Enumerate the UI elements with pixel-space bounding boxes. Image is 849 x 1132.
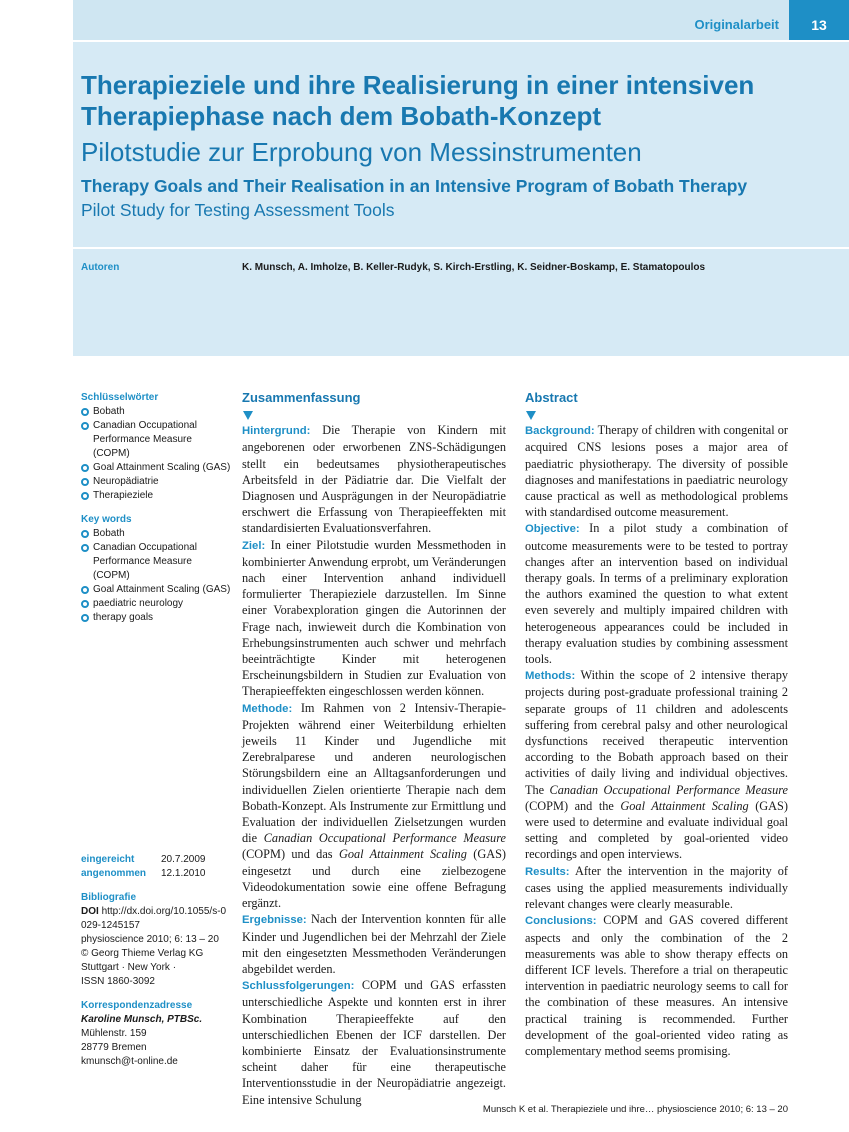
de-results: Ergebnisse: Nach der Intervention konnten für alle Kinder und Jugendlichen bei der Mehrzahl der Ziele mit den eingesetzten Messmethoden Veränderungen abgebildet werden. (242, 912, 506, 976)
authors-label: Autoren (81, 262, 120, 273)
correspondence-street: Mühlenstr. 159 (81, 1028, 147, 1039)
correspondence-city: 28779 Bremen (81, 1042, 147, 1053)
author-names: K. Munsch, A. Imholze, B. Keller-Rudyk, S. Kirch-Erstling, K. Seidner-Boskamp, E. Stamatopoulos (242, 262, 706, 273)
en-methods: Methods: Within the scope of 2 intensive therapy projects during post-graduate professional training 2 separate groups of 11 children and adolescents suffering from cerebral palsy and other neurological dysfunctions received therapeutic intervention according to the Bobath approach based on their activities of daily living and individual objectives. The Canadian Occupational Performance Measure (COPM) and the Goal Attainment Scaling (GAS) were used to determine and evaluate individual goal setting and completed by goal-oriented video recordings and open interviews. (525, 668, 789, 862)
keyword-item: therapy goals (81, 611, 231, 625)
keywords-en-heading: Key words (81, 514, 132, 525)
publisher-city: Stuttgart · New York · (81, 962, 177, 973)
journal-header-bar (73, 0, 849, 40)
bullet-icon (81, 586, 89, 594)
abstract-de (242, 390, 506, 1108)
abstract-de-heading: Zusammenfassung (242, 390, 361, 405)
de-methods: Methode: Im Rahmen von 2 Intensiv-Therapie-Projekten während einer Weiterbildung erhielten jeweils 11 Kinder und Jugendliche mit Zerebralparese und anderen neurologischen Störungsbildern eine an Alltagsanforderungen und individuellen Zielen orientierte Therapie nach dem Bobath-Konzept. Als Instrumente zur Ermittlung und Evaluation der individuellen Zielsetzungen wurden die Canadian Occupational Performance Measure (COPM) und das Goal Attainment Scaling (GAS) eingesetzt und durch eine zielbezogene Videodokumentation sowie eine offene Befragung ergänzt. (242, 700, 507, 911)
publication-info (81, 853, 227, 1069)
bullet-icon (81, 492, 89, 500)
correspondence-email[interactable]: kmunsch@t-online.de (81, 1056, 178, 1067)
keyword-item: paediatric neurology (81, 597, 231, 611)
keyword-item: Therapieziele (81, 489, 231, 503)
author-block (73, 249, 849, 356)
keyword-item: Goal Attainment Scaling (GAS) (81, 461, 231, 475)
received-row: eingereicht 20.7.2009 (81, 854, 206, 865)
keywords-sidebar (81, 391, 231, 625)
keyword-item: Canadian Occupational Performance Measure (COPM) (81, 419, 231, 461)
bullet-icon (81, 614, 89, 622)
doi-line: DOI http://dx.doi.org/10.1055/s-0029-1245157 (81, 906, 227, 931)
correspondence-name: Karoline Munsch, PTBSc. (81, 1014, 203, 1025)
keyword-item: Bobath (81, 405, 231, 419)
bibliography-heading: Bibliografie (81, 892, 137, 903)
de-background: Hintergrund: Die Therapie von Kindern mit angeborenen oder erworbenen ZNS-Schädigungen stellt ein bedeutsames physiotherapeutisches Arbeitsfeld in der Pädiatrie dar. Die Vielfalt der Diagnosen und Ausprägungen in der Neuropädiatrie erschwert die Erfassung von Therapieeffekten mit standardisierten Evaluationsverfahren. (242, 423, 506, 536)
accepted-row: angenommen 12.1.2010 (81, 868, 206, 879)
page-footer-citation: Munsch K et al. Therapieziele und ihre… physioscience 2010; 6: 13 – 20 (482, 1104, 788, 1115)
en-objective: Objective: In a pilot study a combination of outcome measurements were to be tested to portray changes after an intervention based on individual therapy goals. In terms of a preliminary exploration the authors examined the question to what extent even severely and multiply impaired children with heterogeneous appearances could be included in therapy evaluation studies by combining assessment tools. (525, 521, 789, 667)
abstract-en-heading: Abstract (525, 390, 578, 405)
bullet-icon (81, 530, 89, 538)
keyword-item: Canadian Occupational Performance Measure (COPM) (81, 541, 231, 583)
subtitle-en: Pilot Study for Testing Assessment Tools (81, 200, 395, 220)
correspondence-heading: Korrespondenzadresse (81, 1000, 193, 1011)
page-number: 13 (789, 0, 849, 40)
keyword-item: Bobath (81, 527, 231, 541)
publisher: © Georg Thieme Verlag KG (81, 948, 204, 959)
journal-citation: physioscience 2010; 6: 13 – 20 (81, 934, 219, 945)
keyword-item: Neuropädiatrie (81, 475, 231, 489)
en-results: Results: After the intervention in the majority of cases using the applied measurements individually relevant changes were clearly measurable. (525, 863, 788, 912)
de-aim: Ziel: In einer Pilotstudie wurden Messmethoden in kombinierter Anwendung erprobt, um Veränderungen nach einer Intervention anhand individuell formulierter Therapieziele darzustellen. Im Sinne einer Vorabexploration gingen die Autorinnen der Frage nach, inwieweit durch die Kombination von Erhebungsinstrumenten auch schwer und mehrfach beeinträchtigte Kinder mit heterogenen Erscheinungsbildern in Studien zur Evaluation von Therapieeffekten eingeschlossen werden können. (242, 537, 506, 699)
title-block (73, 42, 849, 247)
abstract-en (525, 390, 788, 1059)
subtitle-de: Pilotstudie zur Erprobung von Messinstrumenten (81, 137, 642, 167)
doi-link[interactable]: http://dx.doi.org/10.1055/s-0029-1245157 (81, 906, 227, 931)
bullet-icon (81, 478, 89, 486)
bullet-icon (81, 600, 89, 608)
bullet-icon (81, 408, 89, 416)
en-conclusions: Conclusions: COPM and GAS covered different aspects and only the combination of the 2 measurements was able to show therapy effects on different ICF levels. Therefore a trial on therapeutic intervention in paediatric neurology seems to call for the combination of these measures. An intensive practical training is recommended. Further development of the goal-oriented video rating as complementary method seems promising. (525, 913, 788, 1058)
title-de: Therapieziele und ihre Realisierung in einer intensiven Therapiephase nach dem Bobath-Konzept (81, 70, 755, 131)
en-background: Background: Therapy of children with congenital or acquired CNS lesions poses a major area of paediatric physiotherapy. The diversity of possible diagnoses and manifestations in paediatric neurology cause practical as well as methodological problems with standardised outcome measurement. (525, 423, 788, 520)
keywords-de-list (81, 405, 231, 503)
title-en: Therapy Goals and Their Realisation in an Intensive Program of Bobath Therapy (81, 176, 748, 196)
section-label: Originalarbeit (694, 17, 779, 32)
bullet-icon (81, 464, 89, 472)
keywords-en-list (81, 527, 231, 625)
bullet-icon (81, 422, 89, 430)
keywords-de-heading: Schlüsselwörter (81, 392, 159, 403)
de-conclusions: Schlussfolgerungen: COPM und GAS erfassten unterschiedliche Aspekte und konnten erst in ihrer Kombination Therapieeffekte auf den unterschiedlichen Ebenen der ICF darstellen. Der kombinierte Einsatz der Evaluationsinstrumente scheint daher für eine therapeutische Interventionsstudie in der Neuropädiatrie angezeigt. Eine intensive Schulung (242, 978, 506, 1107)
keyword-item: Goal Attainment Scaling (GAS) (81, 583, 231, 597)
triangle-down-icon (525, 406, 788, 422)
bullet-icon (81, 544, 89, 552)
issn: ISSN 1860-3092 (81, 976, 155, 987)
triangle-down-icon (242, 406, 506, 422)
